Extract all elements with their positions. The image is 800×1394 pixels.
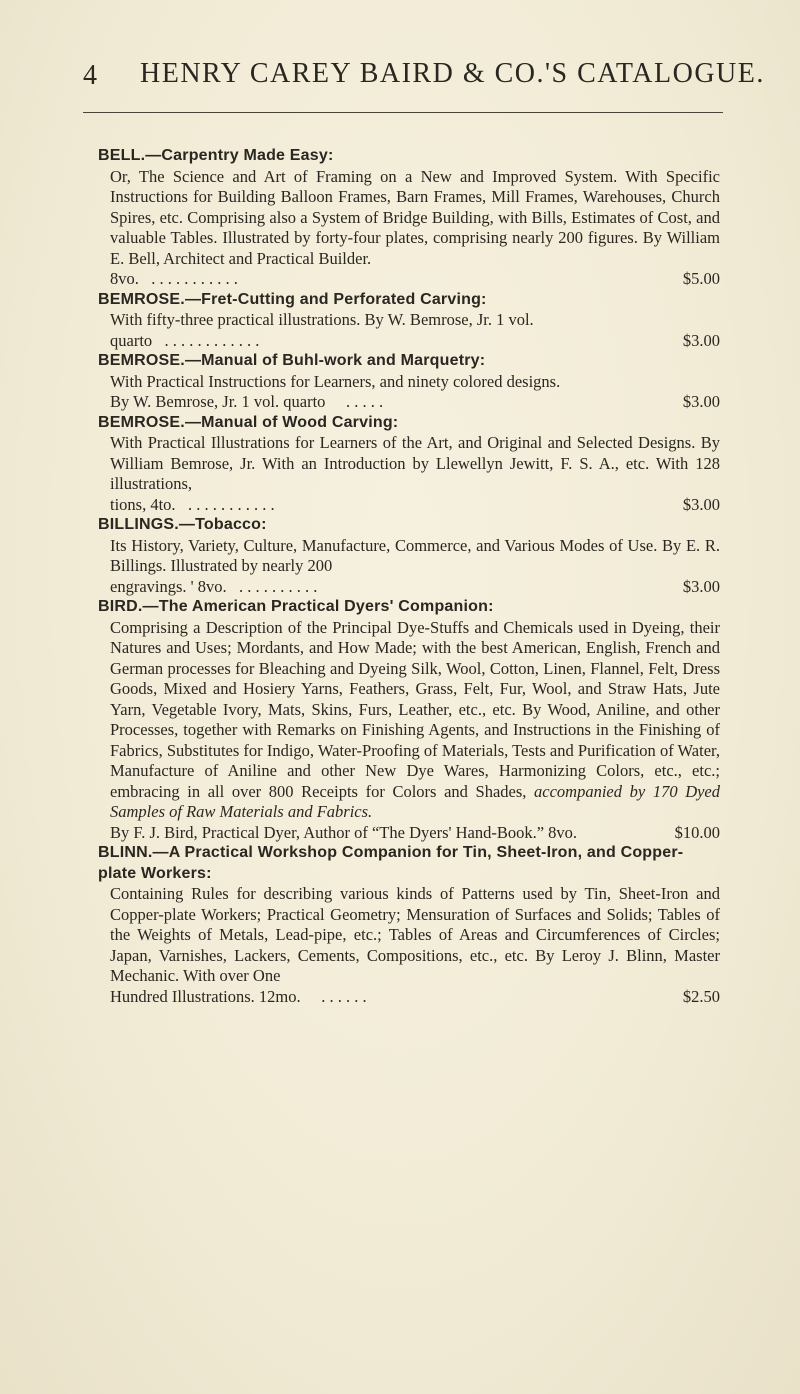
catalogue-entry: [100, 146, 720, 290]
entry-text: Or, The Science and Art of Framing on a New and Improved System. With Specific Instructions for Building Balloon Frames, Barn Frames, Mill Frames, Warehouses, Church Spires, etc. Comprising also a System of Bridge Building, with Bills, Estimates of Cost, and valuable Tables. Illustrated by forty-four plates, comprising nearly 200 figures. By William E. Bell, Architect and Practical Builder.: [110, 166, 720, 268]
catalogue-entries: [100, 146, 720, 1007]
entry-heading: BIRD.—The American Practical Dyers' Companion:: [98, 598, 494, 615]
entry-price: $3.00: [682, 494, 720, 514]
entry-price-line: [110, 331, 720, 352]
entry-price: $3.00: [682, 576, 720, 596]
entry-format: quarto: [110, 330, 153, 350]
entry-format: By F. J. Bird, Practical Dyer, Author of “The Dyers' Hand-Book.” 8vo.: [110, 822, 578, 842]
entry-price-line: [110, 269, 720, 290]
entry-dots: . . . . . .: [321, 986, 367, 1006]
entry-format: tions, 4to.: [110, 494, 176, 514]
entry-price: $5.00: [682, 269, 720, 288]
entry-heading: BEMROSE.—Manual of Wood Carving:: [98, 413, 399, 431]
entry-format: By W. Bemrose, Jr. 1 vol. quarto: [110, 392, 326, 411]
entry-price: $3.00: [682, 330, 720, 350]
entry-price-line: [110, 987, 720, 1008]
entry-body: [100, 372, 720, 413]
page-number: 4: [83, 60, 98, 91]
running-head: HENRY CAREY BAIRD & CO.'S CATALOGUE.: [140, 58, 765, 89]
header-rule: [83, 112, 723, 113]
entry-body: [100, 618, 720, 844]
entry-price: $10.00: [674, 822, 720, 842]
entry-price: $3.00: [682, 392, 720, 411]
entry-heading: BEMROSE.—Manual of Buhl-work and Marquetry:: [98, 352, 486, 369]
entry-text: Containing Rules for describing various kinds of Patterns used by Tin, Sheet-Iron and Copper-plate Workers; Practical Geometry; Mensuration of Surfaces and Solids; Tables of the Weights of Metals, Lead-pipe, etc.; Tables of Areas and Circumferences of Circles; Japan, Varnishes, Lackers, Cements, Compositions, etc., etc. By Leroy J. Blinn, Master Mechanic. With over One: [110, 884, 720, 985]
entry-heading: BILLINGS.—Tobacco:: [98, 516, 267, 533]
entry-body: [100, 167, 720, 290]
entry-price-line: [110, 495, 720, 516]
catalogue-entry: [100, 597, 720, 843]
entry-heading: BEMROSE.—Fret-Cutting and Perforated Carving:: [98, 290, 487, 308]
entry-dots: . . . . .: [346, 392, 384, 411]
entry-heading: BELL.—Carpentry Made Easy:: [98, 147, 334, 164]
entry-format: engravings. ' 8vo.: [110, 576, 227, 596]
entry-dots: . . . . . . . . . . .: [151, 269, 238, 288]
entry-text: Its History, Variety, Culture, Manufacture, Commerce, and Various Modes of Use. By E. R. Billings. Illustrated by nearly 200: [110, 535, 720, 575]
entry-text: With Practical Instructions for Learners, and ninety colored designs.: [110, 371, 561, 391]
entry-dots: . . . . . . . . . . .: [187, 494, 275, 514]
entry-price-line: [110, 392, 720, 413]
entry-body: [100, 310, 720, 351]
catalogue-entry: [100, 290, 720, 352]
entry-heading: BLINN.—A Practical Workshop Companion for Tin, Sheet-Iron, and Copper-plate Workers:: [98, 844, 684, 882]
entry-text: With fifty-three practical illustrations. By W. Bemrose, Jr. 1 vol.: [110, 310, 534, 329]
entry-dots: . . . . . . . . . . . .: [164, 330, 260, 350]
entry-format: Hundred Illustrations. 12mo.: [110, 986, 301, 1006]
entry-price: $2.50: [682, 986, 720, 1006]
page-header: [0, 58, 800, 98]
entry-price-line: [110, 823, 720, 844]
entry-body: [100, 536, 720, 598]
entry-italic-text: accompanied by 170 Dyed Samples of Raw Materials and Fabrics.: [110, 781, 721, 821]
entry-body: [100, 884, 720, 1007]
catalogue-entry: [100, 351, 720, 413]
catalogue-entry: [100, 515, 720, 597]
catalogue-entry: [100, 843, 720, 1007]
catalogue-entry: [100, 413, 720, 516]
entry-format: 8vo.: [110, 269, 139, 288]
entry-body: [100, 433, 720, 515]
entry-price-line: [110, 577, 720, 598]
entry-text: Comprising a Description of the Principal Dye-Stuffs and Chemicals used in Dyeing, their Natures and Uses; Mordants, and How Made; with the best American, English, French and German processes for Bleaching and Dyeing Silk, Wool, Cotton, Linen, Flannel, Felt, Dress Goods, Mixed and Hosiery Yarns, Feathers, Grass, Felt, Fur, Wool, and Straw Hats, Jute Yarn, Vegetable Ivory, Mats, Skins, Furs, Leather, etc., etc. By Wood, Aniline, and other Processes, together with Remarks on Finishing Agents, and Instructions in the Finishing of Fabrics, Substitutes for Indigo, Water-Proofing of Materials, Tests and Purification of Water, Manufacture of Aniline and other New Dye Wares, Harmonizing Colors, etc., etc.; embracing in all over 800 Receipts for Colors and Shades,: [110, 617, 720, 801]
entry-text: With Practical Illustrations for Learners of the Art, and Original and Selected Designs. By William Bemrose, Jr. With an Introduction by Llewellyn Jewitt, F. S. A., etc. With 128 illustrations,: [110, 433, 720, 493]
entry-dots: . . . . . . . . . .: [239, 576, 318, 596]
